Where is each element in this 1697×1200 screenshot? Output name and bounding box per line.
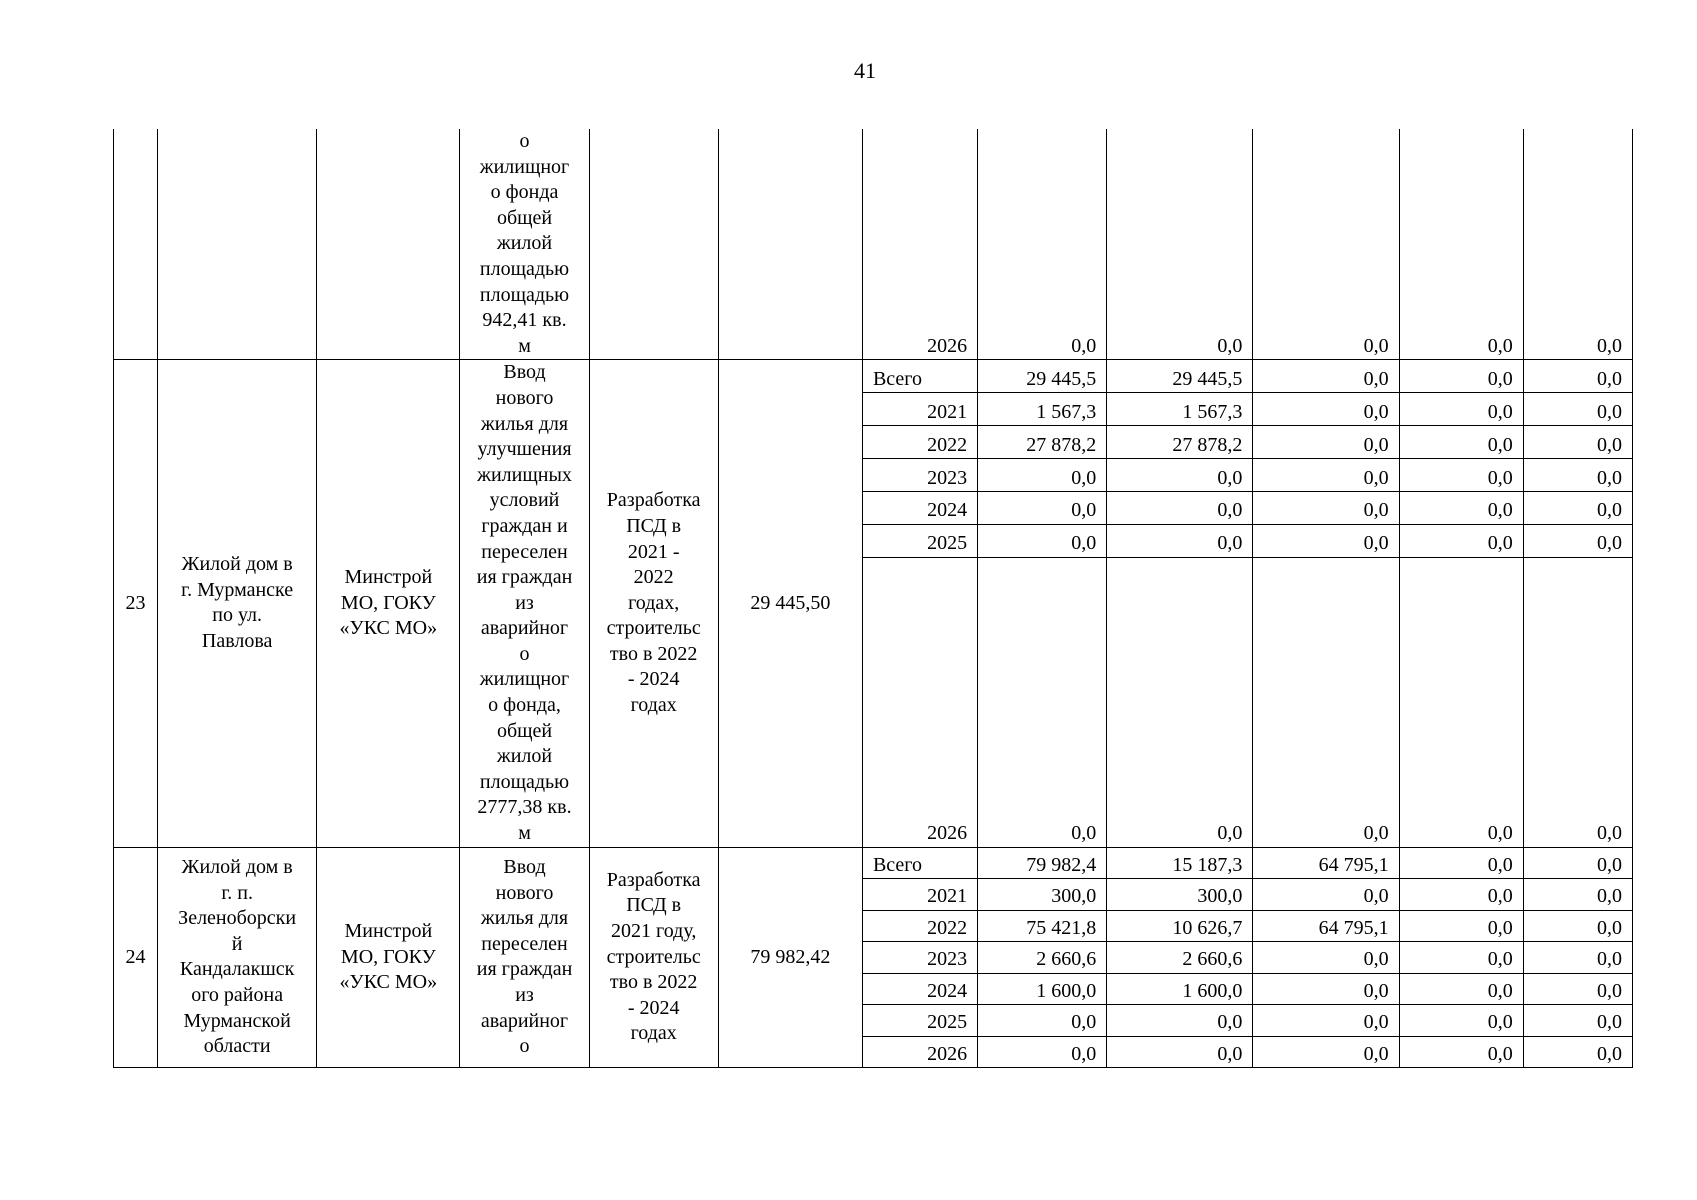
- regional-value: 0,0: [1253, 393, 1399, 426]
- customer-cell: [317, 847, 460, 1068]
- federal-value: 2 660,6: [1107, 942, 1253, 974]
- description-cell-line: м: [518, 822, 531, 845]
- federal-value: 0,0: [1107, 525, 1253, 558]
- description-cell-line: площадью: [479, 770, 570, 793]
- stage-cell: [589, 129, 718, 360]
- local-value: 0,0: [1399, 879, 1523, 911]
- description-cell-line: жилой: [496, 745, 553, 768]
- extra-value: 0,0: [1523, 847, 1632, 879]
- federal-value: 10 626,7: [1107, 910, 1253, 942]
- number-cell: 23: [114, 360, 158, 847]
- federal-value: 0,0: [1107, 492, 1253, 525]
- regional-value: 64 795,1: [1253, 847, 1399, 879]
- year-label: 2022: [862, 910, 977, 942]
- year-label: 2021: [862, 879, 977, 911]
- total-value: 0,0: [978, 557, 1107, 847]
- extra-value: 0,0: [1523, 942, 1632, 974]
- total-value: 0,0: [978, 492, 1107, 525]
- total-value: 0,0: [978, 525, 1107, 558]
- description-cell-line: переселен: [481, 932, 568, 955]
- customer-cell: [317, 360, 460, 847]
- object-cell-line: г. Мурманске: [181, 578, 294, 601]
- regional-value: 0,0: [1253, 1036, 1399, 1068]
- regional-value: 0,0: [1253, 879, 1399, 911]
- extra-value: 0,0: [1523, 1005, 1632, 1037]
- stage-cell-line: строительс: [606, 945, 701, 968]
- stage-cell: [589, 360, 718, 847]
- object-cell: [158, 129, 317, 360]
- number-cell: 24: [114, 847, 158, 1068]
- customer-cell-line: «УКС МО»: [339, 617, 438, 640]
- year-label: 2023: [862, 459, 977, 492]
- regional-value: 0,0: [1253, 129, 1399, 360]
- description-cell-line: общей: [496, 206, 553, 229]
- description-cell-line: аварийног: [480, 1009, 569, 1032]
- description-cell-line: ия граждан: [476, 566, 573, 589]
- customer-cell-line: «УКС МО»: [339, 971, 438, 994]
- local-value: 0,0: [1399, 129, 1523, 360]
- total-value: 0,0: [978, 1005, 1107, 1037]
- local-value: 0,0: [1399, 492, 1523, 525]
- customer-cell-line: Минстрой: [344, 919, 433, 942]
- stage-cell-line: 2021 году,: [611, 919, 697, 942]
- total-value: 29 445,5: [978, 360, 1107, 393]
- description-cell-line: о: [519, 130, 530, 152]
- description-cell-line: 2777,38 кв.: [477, 796, 572, 819]
- total-value: 0,0: [978, 459, 1107, 492]
- description-cell-line: жилищног: [479, 155, 570, 178]
- year-label: 2024: [862, 492, 977, 525]
- description-cell-line: улучшения: [477, 438, 572, 461]
- description-cell: [460, 360, 589, 847]
- stage-cell-line: годах: [630, 694, 677, 717]
- total-value: 2 660,6: [978, 942, 1107, 974]
- year-label: Всего: [862, 847, 977, 879]
- extra-value: 0,0: [1523, 525, 1632, 558]
- total-value: 1 567,3: [978, 393, 1107, 426]
- customer-cell-line: МО, ГОКУ: [340, 591, 436, 614]
- extra-value: 0,0: [1523, 879, 1632, 911]
- stage-cell-line: - 2024: [627, 668, 680, 691]
- object-cell-line: Павлова: [201, 630, 273, 653]
- local-value: 0,0: [1399, 525, 1523, 558]
- federal-value: 0,0: [1107, 1005, 1253, 1037]
- description-cell-line: общей: [496, 719, 553, 742]
- object-cell-line: Мурманской: [183, 1009, 291, 1032]
- description-cell-line: из: [515, 983, 534, 1006]
- description-cell-line: жилищных: [477, 463, 572, 486]
- extra-value: 0,0: [1523, 426, 1632, 459]
- extra-value: 0,0: [1523, 459, 1632, 492]
- description-cell-line: площадью: [479, 283, 570, 306]
- stage-cell-line: Разработка: [606, 489, 701, 512]
- description-cell-line: Ввод: [503, 856, 546, 878]
- regional-value: 0,0: [1253, 492, 1399, 525]
- local-value: 0,0: [1399, 393, 1523, 426]
- description-cell-line: из: [515, 591, 534, 614]
- regional-value: 0,0: [1253, 459, 1399, 492]
- extra-value: 0,0: [1523, 1036, 1632, 1068]
- extra-value: 0,0: [1523, 492, 1632, 525]
- description-cell-line: о: [519, 642, 530, 665]
- object-cell-line: й: [231, 932, 243, 955]
- number-cell: [114, 129, 158, 360]
- object-cell: [158, 360, 317, 847]
- extra-value: 0,0: [1523, 973, 1632, 1005]
- object-cell-line: области: [203, 1035, 271, 1058]
- description-cell-line: 942,41 кв.: [482, 309, 567, 332]
- description-cell-line: о: [519, 1035, 530, 1058]
- year-label: 2026: [862, 1036, 977, 1068]
- description-cell-line: нового: [495, 881, 554, 904]
- object-cell-line: Жилой дом в: [181, 553, 293, 576]
- year-label: 2024: [862, 973, 977, 1005]
- stage-cell-line: ПСД в: [626, 514, 682, 537]
- total-value: 0,0: [978, 129, 1107, 360]
- local-value: 0,0: [1399, 1036, 1523, 1068]
- description-cell-line: жилищног: [479, 668, 570, 691]
- stage-cell-line: 2021 -: [627, 540, 680, 563]
- federal-value: 0,0: [1107, 557, 1253, 847]
- regional-value: 0,0: [1253, 360, 1399, 393]
- year-label: 2022: [862, 426, 977, 459]
- cost-cell: 79 982,42: [718, 847, 862, 1068]
- extra-value: 0,0: [1523, 910, 1632, 942]
- total-value: 0,0: [978, 1036, 1107, 1068]
- federal-value: 1 600,0: [1107, 973, 1253, 1005]
- federal-value: 27 878,2: [1107, 426, 1253, 459]
- customer-cell-line: Минстрой: [344, 566, 433, 589]
- federal-value: 300,0: [1107, 879, 1253, 911]
- customer-cell: [317, 129, 460, 360]
- stage-cell-line: 2022: [633, 566, 674, 589]
- regional-value: 0,0: [1253, 525, 1399, 558]
- stage-cell-line: Разработка: [606, 868, 701, 891]
- description-cell-line: аварийног: [480, 617, 569, 640]
- description-cell-line: площадью: [479, 257, 570, 280]
- object-cell-line: г. п.: [221, 881, 253, 904]
- table-row: [114, 360, 1633, 393]
- object-cell-line: Зеленоборски: [178, 907, 297, 930]
- description-cell-line: нового: [495, 386, 554, 409]
- total-value: 79 982,4: [978, 847, 1107, 879]
- customer-cell-line: МО, ГОКУ: [340, 945, 436, 968]
- stage-cell-line: годах,: [628, 591, 680, 614]
- local-value: 0,0: [1399, 973, 1523, 1005]
- stage-cell-line: - 2024: [627, 996, 680, 1019]
- year-label: 2025: [862, 525, 977, 558]
- year-label: 2026: [862, 129, 977, 360]
- federal-value: 0,0: [1107, 459, 1253, 492]
- description-cell: [460, 847, 589, 1068]
- local-value: 0,0: [1399, 459, 1523, 492]
- year-label: 2021: [862, 393, 977, 426]
- extra-value: 0,0: [1523, 360, 1632, 393]
- stage-cell-line: ПСД в: [626, 894, 682, 917]
- stage-cell-line: годах: [630, 1022, 677, 1045]
- object-cell-line: Кандалакшск: [179, 958, 295, 981]
- extra-value: 0,0: [1523, 393, 1632, 426]
- year-label: 2026: [862, 557, 977, 847]
- total-value: 300,0: [978, 879, 1107, 911]
- table-row: [114, 129, 1633, 360]
- description-cell: [460, 129, 589, 360]
- regional-value: 0,0: [1253, 426, 1399, 459]
- federal-value: 15 187,3: [1107, 847, 1253, 879]
- description-cell-line: переселен: [481, 540, 568, 563]
- total-value: 75 421,8: [978, 910, 1107, 942]
- description-cell-line: м: [518, 334, 531, 357]
- description-cell-line: ия граждан: [476, 958, 573, 981]
- regional-value: 0,0: [1253, 973, 1399, 1005]
- table-row: [114, 847, 1633, 879]
- federal-value: 0,0: [1107, 129, 1253, 360]
- local-value: 0,0: [1399, 1005, 1523, 1037]
- object-cell: [158, 847, 317, 1068]
- stage-cell: [589, 847, 718, 1068]
- federal-value: 0,0: [1107, 1036, 1253, 1068]
- cost-cell: 29 445,50: [718, 360, 862, 847]
- regional-value: 64 795,1: [1253, 910, 1399, 942]
- object-cell-line: ого района: [191, 983, 284, 1006]
- description-cell-line: о фонда: [490, 181, 559, 204]
- federal-value: 29 445,5: [1107, 360, 1253, 393]
- description-cell-line: граждан и: [481, 514, 568, 537]
- description-cell-line: жилья для: [480, 412, 569, 435]
- description-cell-line: жилья для: [480, 907, 569, 930]
- stage-cell-line: тво в 2022: [609, 971, 698, 994]
- federal-value: 1 567,3: [1107, 393, 1253, 426]
- year-label: Всего: [862, 360, 977, 393]
- extra-value: 0,0: [1523, 129, 1632, 360]
- stage-cell-line: строительс: [606, 617, 701, 640]
- regional-value: 0,0: [1253, 557, 1399, 847]
- local-value: 0,0: [1399, 360, 1523, 393]
- total-value: 27 878,2: [978, 426, 1107, 459]
- description-cell-line: условий: [489, 489, 560, 512]
- local-value: 0,0: [1399, 557, 1523, 847]
- total-value: 1 600,0: [978, 973, 1107, 1005]
- object-cell-line: Жилой дом в: [181, 856, 293, 878]
- year-label: 2023: [862, 942, 977, 974]
- regional-value: 0,0: [1253, 942, 1399, 974]
- local-value: 0,0: [1399, 847, 1523, 879]
- extra-value: 0,0: [1523, 557, 1632, 847]
- stage-cell-line: тво в 2022: [609, 642, 698, 665]
- regional-value: 0,0: [1253, 1005, 1399, 1037]
- investment-table: [113, 129, 1633, 1068]
- local-value: 0,0: [1399, 910, 1523, 942]
- object-cell-line: по ул.: [212, 604, 263, 627]
- description-cell-line: жилой: [496, 232, 553, 255]
- page-number: 41: [854, 58, 876, 83]
- local-value: 0,0: [1399, 942, 1523, 974]
- description-cell-line: Ввод: [503, 361, 546, 384]
- cost-cell: [718, 129, 862, 360]
- local-value: 0,0: [1399, 426, 1523, 459]
- description-cell-line: о фонда,: [488, 694, 561, 717]
- year-label: 2025: [862, 1005, 977, 1037]
